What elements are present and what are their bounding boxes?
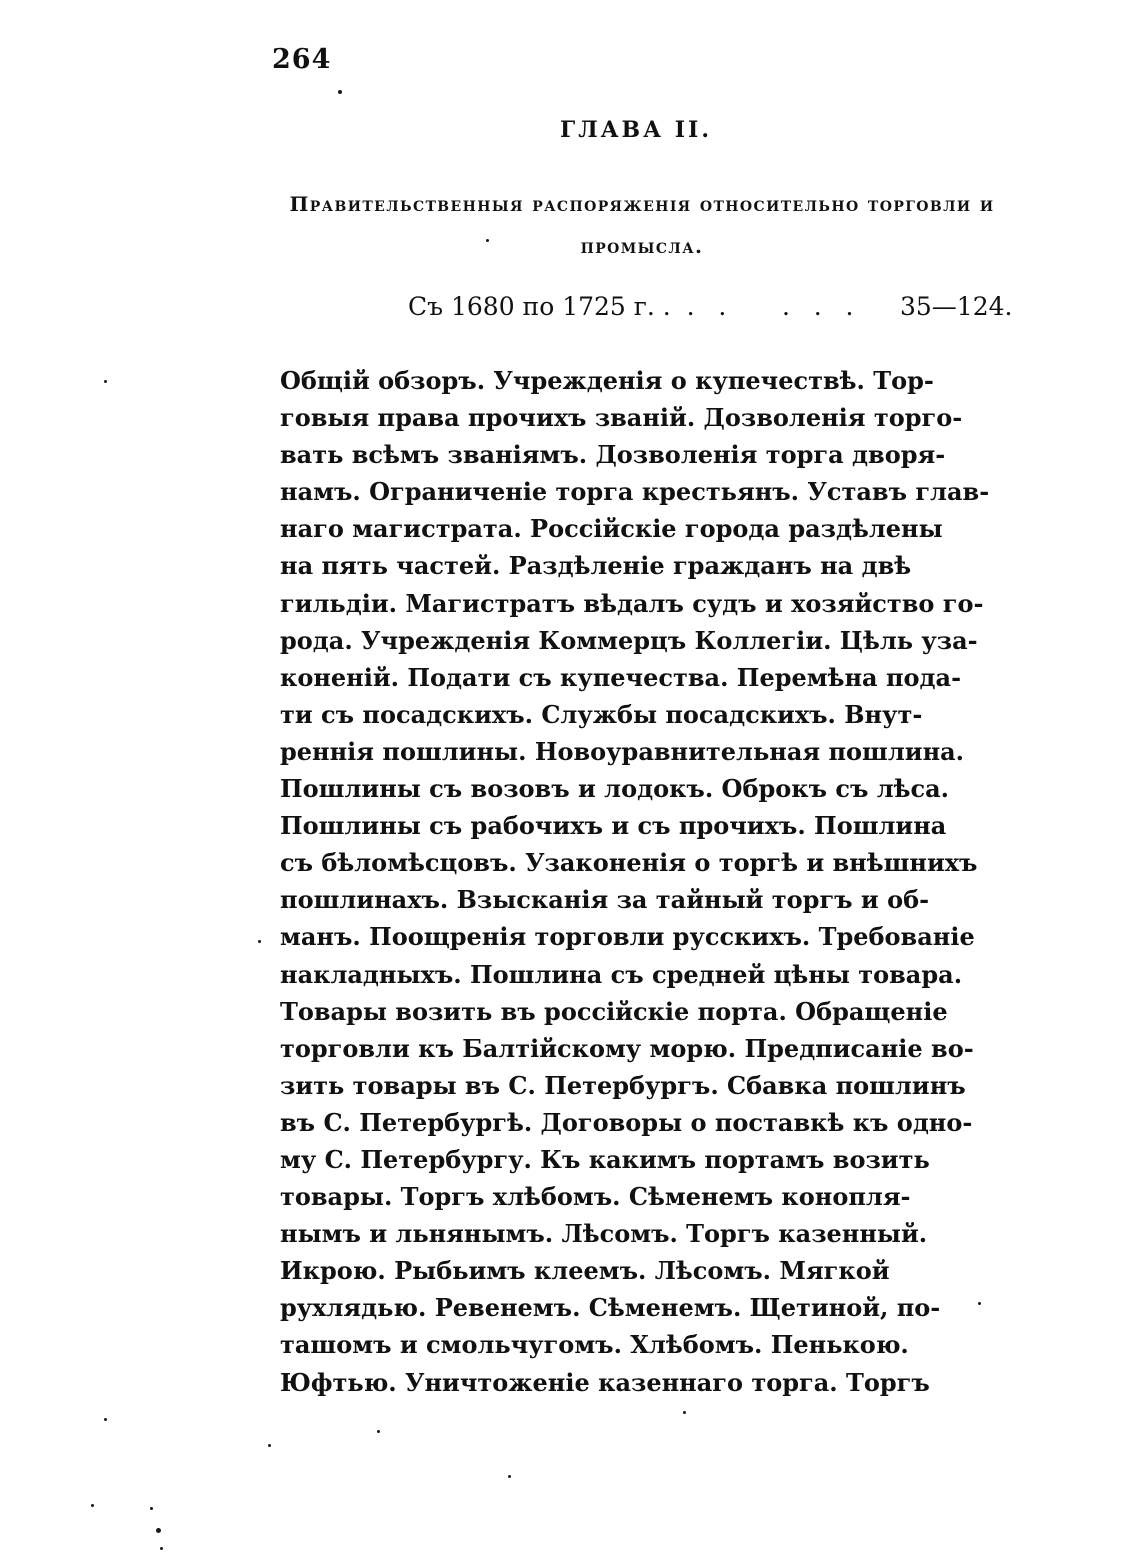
chapter-heading: ГЛАВА II.	[560, 117, 712, 143]
body-line: наго магистрата. Россійскіе города раздѣлены	[280, 514, 943, 544]
body-line: намъ. Ограниченіе торга крестьянъ. Уставъ глав-	[280, 477, 990, 507]
section-title-line: Правительственныя распоряженія относительно торговли и	[289, 192, 995, 216]
body-line: торговли къ Балтійскому морю. Предписаніе во-	[280, 1033, 974, 1063]
body-line: коненій. Подати съ купечества. Перемѣна пода-	[280, 662, 962, 692]
body-line: Икрою. Рыбьимъ клеемъ. Лѣсомъ. Мягкой	[280, 1256, 890, 1286]
body-line: гильдіи. Магистратъ вѣдалъ судъ и хозяйство го-	[280, 588, 984, 618]
body-line: товары. Торгъ хлѣбомъ. Сѣменемъ конопля-	[280, 1182, 911, 1212]
body-line: пошлинахъ. Взысканія за тайный торгъ и об-	[280, 885, 930, 915]
body-line: Юфтью. Уничтоженіе казеннаго торга. Торгъ	[280, 1367, 930, 1397]
summary-paragraph	[280, 362, 990, 1401]
date-range: Съ 1680 по 1725 г. . . . . . .	[408, 292, 854, 321]
scan-speck	[978, 1302, 981, 1305]
body-line: зить товары въ С. Петербургъ. Сбавка пошлинъ	[280, 1070, 966, 1100]
scan-speck	[91, 1504, 94, 1507]
scan-speck	[486, 239, 489, 242]
scan-speck	[156, 1528, 161, 1533]
body-line: рухлядью. Ревенемъ. Сѣменемъ. Щетиной, по-	[280, 1293, 941, 1323]
body-line: накладныхъ. Пошлина съ средней цѣны товара.	[280, 959, 963, 989]
body-line: въ С. Петербургѣ. Договоры о поставкѣ къ одно-	[280, 1107, 973, 1137]
scan-speck	[258, 940, 261, 943]
body-line: ти съ посадскихъ. Службы посадскихъ. Внут-	[280, 699, 923, 729]
body-line: Общій обзоръ. Учрежденія о купечествѣ. Тор-	[280, 366, 934, 395]
body-line: Пошлины съ рабочихъ и съ прочихъ. Пошлина	[280, 811, 947, 841]
body-line: рода. Учрежденія Коммерцъ Коллегіи. Цѣль узa-	[280, 625, 978, 655]
body-line: реннія пошлины. Новоуравнительная пошлина.	[280, 736, 965, 766]
body-line: манъ. Поощренія торговли русскихъ. Требованіе	[280, 922, 975, 952]
body-line: съ бѣломѣсцовъ. Узаконенія о торгѣ и внѣшнихъ	[280, 848, 978, 878]
body-line: му С. Петербургу. Къ какимъ портамъ возить	[280, 1144, 930, 1174]
page-number: 264	[272, 44, 332, 75]
scan-speck	[104, 1418, 107, 1421]
scan-speck	[104, 380, 107, 383]
section-title	[272, 183, 1012, 267]
scan-speck	[377, 1430, 380, 1433]
scan-speck	[338, 90, 342, 94]
body-line: говыя права прочихъ званій. Дозволенія торго-	[280, 403, 963, 433]
body-line: вать всѣмъ званіямъ. Дозволенія торга дворя-	[280, 440, 946, 470]
section-title-line: промысла.	[580, 234, 704, 258]
body-line: нымъ и льнянымъ. Лѣсомъ. Торгъ казенный.	[280, 1219, 928, 1249]
scan-speck	[160, 1547, 163, 1550]
body-line: на пять частей. Раздѣленіе гражданъ на двѣ	[280, 551, 912, 581]
scan-speck	[150, 1507, 153, 1510]
scan-speck	[508, 1475, 511, 1478]
page-reference: 35—124.	[900, 292, 1013, 321]
body-line: ташомъ и смольчугомъ. Хлѣбомъ. Пенькою.	[280, 1330, 909, 1360]
body-line: Товары возить въ россійскіе порта. Обращеніе	[280, 996, 948, 1026]
body-line: Пошлины съ возовъ и лодокъ. Оброкъ съ лѣса.	[280, 774, 950, 804]
scan-speck	[268, 1444, 271, 1447]
scan-speck	[683, 1411, 686, 1414]
